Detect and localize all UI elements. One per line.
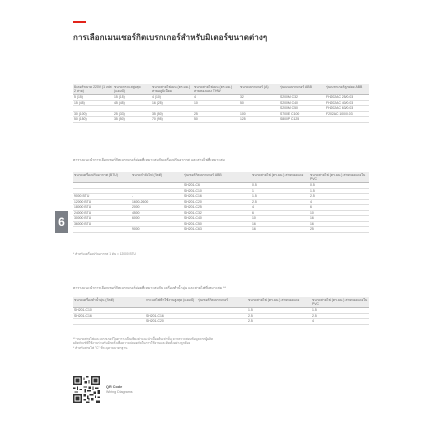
table-cell: SH201-C16: [145, 313, 197, 319]
table-cell: 25: [193, 111, 239, 117]
column-header: ขนาดกระแสสูงสุด (แอมป์): [113, 84, 151, 95]
table-cell: 2.5: [251, 199, 309, 205]
table-cell: S800P C125: [279, 117, 325, 123]
table-cell: 15 (45): [73, 100, 113, 106]
table-cell: 30000 BTU: [73, 216, 131, 222]
aircon-table-caption: ตารางแนะนำการเลือกเซอร์กิตเบรกเกอร์ย่อยที่เหมาะสมกับเครื่องปรับอากาศ และสายไฟที่เหมาะสม: [73, 158, 225, 162]
qr-code-icon[interactable]: [73, 376, 100, 403]
table-cell: 70 (95): [151, 117, 193, 123]
column-header: รุ่นเซอร์กิตเบรกเกอร์ ABB: [183, 172, 251, 183]
table-cell: 1.5: [311, 308, 369, 314]
table-cell: 12000 BTU: [73, 199, 131, 205]
table-cell: 10: [193, 100, 239, 106]
table-cell: 36000 BTU: [73, 221, 131, 227]
table-cell: 5 (15): [73, 95, 113, 101]
table-cell: 16: [309, 221, 369, 227]
table-cell: FH202AC 63/0.03: [325, 106, 369, 112]
table-cell: S200M C50: [279, 106, 325, 112]
table-cell: 16: [251, 221, 309, 227]
table-cell: S200M C32: [279, 95, 325, 101]
table-cell: 6000: [131, 216, 183, 222]
heater-note-3: * สำหรับสายไฟ "C" ที่ระบุตามมาตรฐาน: [73, 346, 128, 350]
main-breaker-table: [73, 84, 369, 123]
table-cell: 25 (33): [113, 111, 151, 117]
table-row: [73, 227, 369, 233]
table-cell: 1.5: [251, 194, 309, 200]
table-cell: SH201-C20: [145, 319, 197, 325]
table-cell: 4500: [131, 210, 183, 216]
heater-note-2: ผลิตภัณฑ์ที่ใช้งานร่วมกันอีกครั้งเพื่อความปลอดภัยในการใช้งานและติดตั้งอย่างถูกต้อง: [73, 341, 191, 345]
column-header: กระแสไฟฟ้าใช้งานสูงสุด (แอมป์): [145, 297, 197, 308]
table-cell: 1600-2600: [131, 199, 183, 205]
table-cell: 1.5: [247, 308, 311, 314]
table-cell: -: [131, 194, 183, 200]
table-cell: [73, 319, 145, 325]
column-header: ขนาดเบรกเกอร์ (A): [239, 84, 279, 95]
table-cell: 2.5: [311, 313, 369, 319]
table-cell: 4: [309, 199, 369, 205]
column-header: รุ่นเบรกเกอร์ลูกย่อย ABB: [325, 84, 369, 95]
table-cell: 30 (100): [73, 111, 113, 117]
water-heater-breaker-table: [73, 297, 369, 325]
column-header: ขนาดสายไฟ (ตร.มม.) สายทองแดงใน PVC: [309, 172, 369, 183]
table-cell: S700E C100: [279, 111, 325, 117]
qr-title: QR Code: [106, 385, 123, 389]
table-cell: SH201-C16: [73, 313, 145, 319]
table-cell: 2000: [131, 205, 183, 211]
table-cell: 45 (45): [113, 100, 151, 106]
heater-table-caption: ตารางแนะนำการเลือกเซอร์กิตเบรกเกอร์ย่อยที่เหมาะสมกับ เครื่องทำน้ำอุ่น และสายไฟที่เหมาะสม **: [73, 286, 226, 290]
table-cell: 50 (150): [73, 117, 113, 123]
column-header: ขนาดสายไฟเมน (ตร.มม.) สายทองแดง THW: [193, 84, 239, 95]
table-cell: FH202AC 25/0.03: [325, 95, 369, 101]
table-cell: 4: [193, 95, 239, 101]
qr-subtitle: Wiring Diagrams: [106, 390, 133, 394]
table-cell: 15 (15): [113, 95, 151, 101]
table-cell: SH201-C10: [73, 308, 145, 314]
table-cell: 50: [193, 117, 239, 123]
table-cell: 25: [309, 227, 369, 233]
table-cell: 6: [309, 205, 369, 211]
table-cell: SH201-C40: [183, 216, 251, 222]
table-cell: 0.5: [309, 183, 369, 189]
table-cell: 4: [251, 205, 309, 211]
table-cell: 125: [239, 117, 279, 123]
table-cell: 16 (25): [151, 100, 193, 106]
table-cell: 16: [251, 227, 309, 233]
section-number-tab: 6: [55, 211, 68, 233]
table-cell: SH201-C16: [183, 194, 251, 200]
table-cell: S200M C40: [279, 100, 325, 106]
column-header: มิเตอร์ขนาด 220V (1 เฟส 2 สาย): [74, 85, 112, 93]
table-cell: 35 (50): [151, 111, 193, 117]
table-cell: 10: [251, 216, 309, 222]
table-cell: 1.5: [309, 188, 369, 194]
table-cell: [325, 117, 369, 123]
table-cell: 18000 BTU: [73, 205, 131, 211]
title-accent-bar: [73, 21, 86, 23]
table-cell: 10: [309, 210, 369, 216]
heater-note-1: ** ขนาดสายไฟและเบรกเกอร์ในตารางเป็นเพียงค่าแนะนำเบื้องต้นเท่านั้น ควรตรวจสอบข้อมูลจากผู้ผลิต: [73, 337, 214, 341]
table-cell: SH201-C50: [183, 221, 251, 227]
column-header: ขนาดกำลังไฟ (วัตต์): [131, 172, 183, 183]
table-cell: 4: [311, 319, 369, 325]
table-cell: SH201-C10: [183, 188, 251, 194]
column-header: ขนาดเครื่องทำน้ำอุ่น (วัตต์): [73, 297, 145, 308]
table-cell: SH201-C63: [183, 227, 251, 233]
table-cell: 6: [251, 210, 309, 216]
aircon-table-note: * สำหรับเครื่องปรับอากาศ 1 ตัน = 12000 BTU: [73, 252, 136, 256]
column-header: ขนาดสายไฟ (ตร.มม.) สายทองแดงใน PVC: [312, 298, 368, 306]
table-cell: FH202AC 40/0.03: [325, 100, 369, 106]
table-cell: SH201-C20: [183, 199, 251, 205]
table-cell: 2.5: [247, 313, 311, 319]
table-cell: 16: [309, 216, 369, 222]
table-cell: 2.5: [247, 319, 311, 325]
table-row: [73, 117, 369, 123]
column-header: ขนาดสายไฟ (ตร.มม.) สายทองแดง: [247, 297, 311, 308]
table-cell: 100: [239, 111, 279, 117]
table-cell: 2.5: [309, 194, 369, 200]
table-cell: SH201-C25: [183, 205, 251, 211]
table-cell: 35 (50): [113, 117, 151, 123]
table-cell: [197, 319, 247, 325]
table-cell: 50: [239, 100, 279, 106]
column-header: รุ่นเมนเบรกเกอร์ ABB: [279, 84, 325, 95]
table-cell: 9000: [131, 227, 183, 233]
column-header: รุ่นเซอร์กิตเบรกเกอร์: [197, 297, 247, 308]
table-cell: 9000 BTU: [73, 194, 131, 200]
table-cell: F202AC 100/0.03: [325, 111, 369, 117]
table-cell: [73, 227, 131, 233]
table-cell: 1: [251, 188, 309, 194]
column-header: ขนาดเครื่องปรับอากาศ (BTU): [73, 172, 131, 183]
table-cell: 0.5: [251, 183, 309, 189]
table-row: [73, 319, 369, 325]
page-title: การเลือกเมนเซอร์กิตเบรกเกอร์สำหรับมิเตอร์ขนาดต่างๆ: [73, 33, 268, 42]
aircon-breaker-table: [73, 172, 369, 233]
table-cell: 32: [239, 95, 279, 101]
column-header: ขนาดสายไฟเมน (ตร.มม.) สายอลูมิเนียม: [151, 84, 193, 95]
table-cell: 24000 BTU: [73, 210, 131, 216]
column-header: ขนาดสายไฟ (ตร.มม.) สายทองแดง: [251, 172, 309, 183]
table-cell: SH201-C6: [183, 183, 251, 189]
table-cell: SH201-C32: [183, 210, 251, 216]
table-cell: 4 (10): [151, 95, 193, 101]
